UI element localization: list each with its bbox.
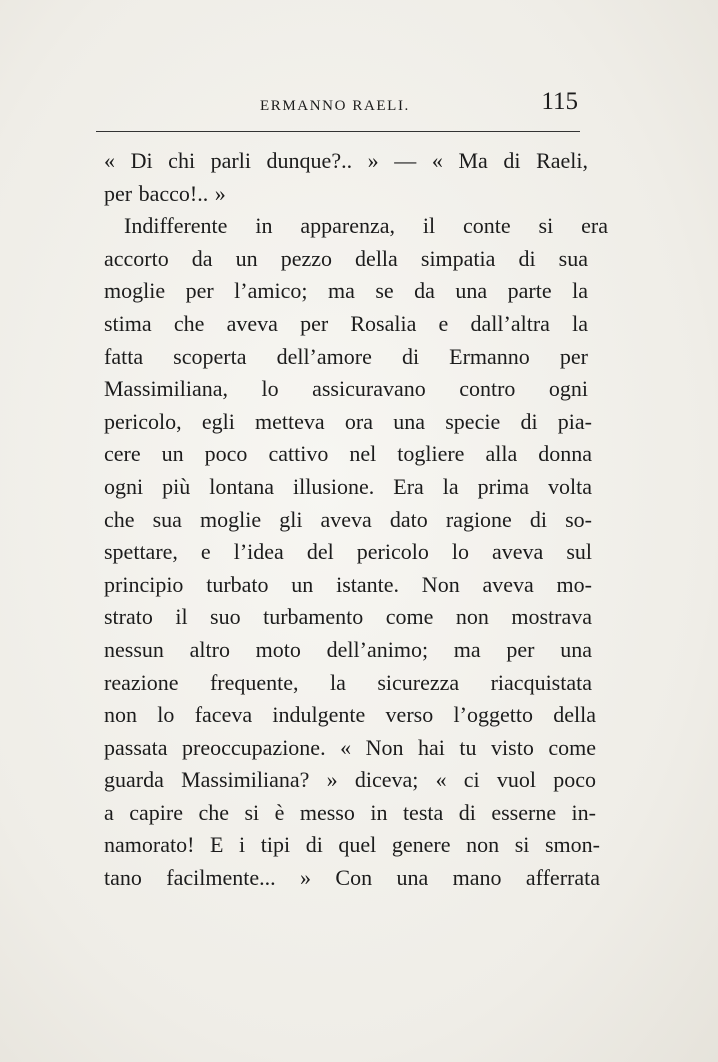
- header-rule: [96, 131, 580, 132]
- text-line: ogni più lontana illusione. Era la prima volta: [104, 473, 592, 499]
- text-line: non lo faceva indulgente verso l’oggetto della: [104, 702, 596, 728]
- body-text: [104, 145, 608, 895]
- text-line: fatta scoperta dell’amore di Ermanno per: [104, 343, 588, 369]
- text-line: « Di chi parli dunque?.. » — « Ma di Raeli,: [104, 148, 588, 173]
- text-line: Massimiliana, lo assicuravano contro ogni: [104, 376, 588, 402]
- text-line: namorato! E i tipi di quel genere non si smon-: [104, 832, 600, 858]
- text-line: spettare, e l’idea del pericolo lo aveva sul: [104, 539, 592, 565]
- text-line: moglie per l’amico; ma se da una parte la: [104, 278, 588, 304]
- text-line: cere un poco cattivo nel togliere alla donna: [104, 441, 592, 467]
- text-line: guarda Massimiliana? » diceva; « ci vuol poco: [104, 767, 596, 793]
- text-line: tano facilmente... » Con una mano afferrata: [104, 865, 600, 891]
- text-line: che sua moglie gli aveva dato ragione di so-: [104, 506, 592, 532]
- running-title: ERMANNO RAELI.: [260, 98, 410, 114]
- page-header: [96, 86, 580, 126]
- text-line: strato il suo turbamento come non mostrava: [104, 604, 592, 630]
- text-line: reazione frequente, la sicurezza riacquistata: [104, 669, 592, 695]
- text-line: stima che aveva per Rosalia e dall’altra la: [104, 310, 588, 336]
- text-line: accorto da un pezzo della simpatia di sua: [104, 245, 588, 271]
- text-line: Indifferente in apparenza, il conte si era: [124, 213, 608, 239]
- text-line: passata preoccupazione. « Non hai tu visto come: [104, 734, 596, 760]
- text-line: a capire che si è messo in testa di esserne in-: [104, 799, 596, 825]
- page-number: 115: [541, 88, 578, 115]
- text-line: per bacco!.. »: [104, 180, 226, 206]
- text-line: principio turbato un istante. Non aveva mo-: [104, 571, 592, 597]
- text-line: pericolo, egli metteva ora una specie di pia-: [104, 408, 592, 434]
- text-line: nessun altro moto dell’animo; ma per una: [104, 636, 592, 662]
